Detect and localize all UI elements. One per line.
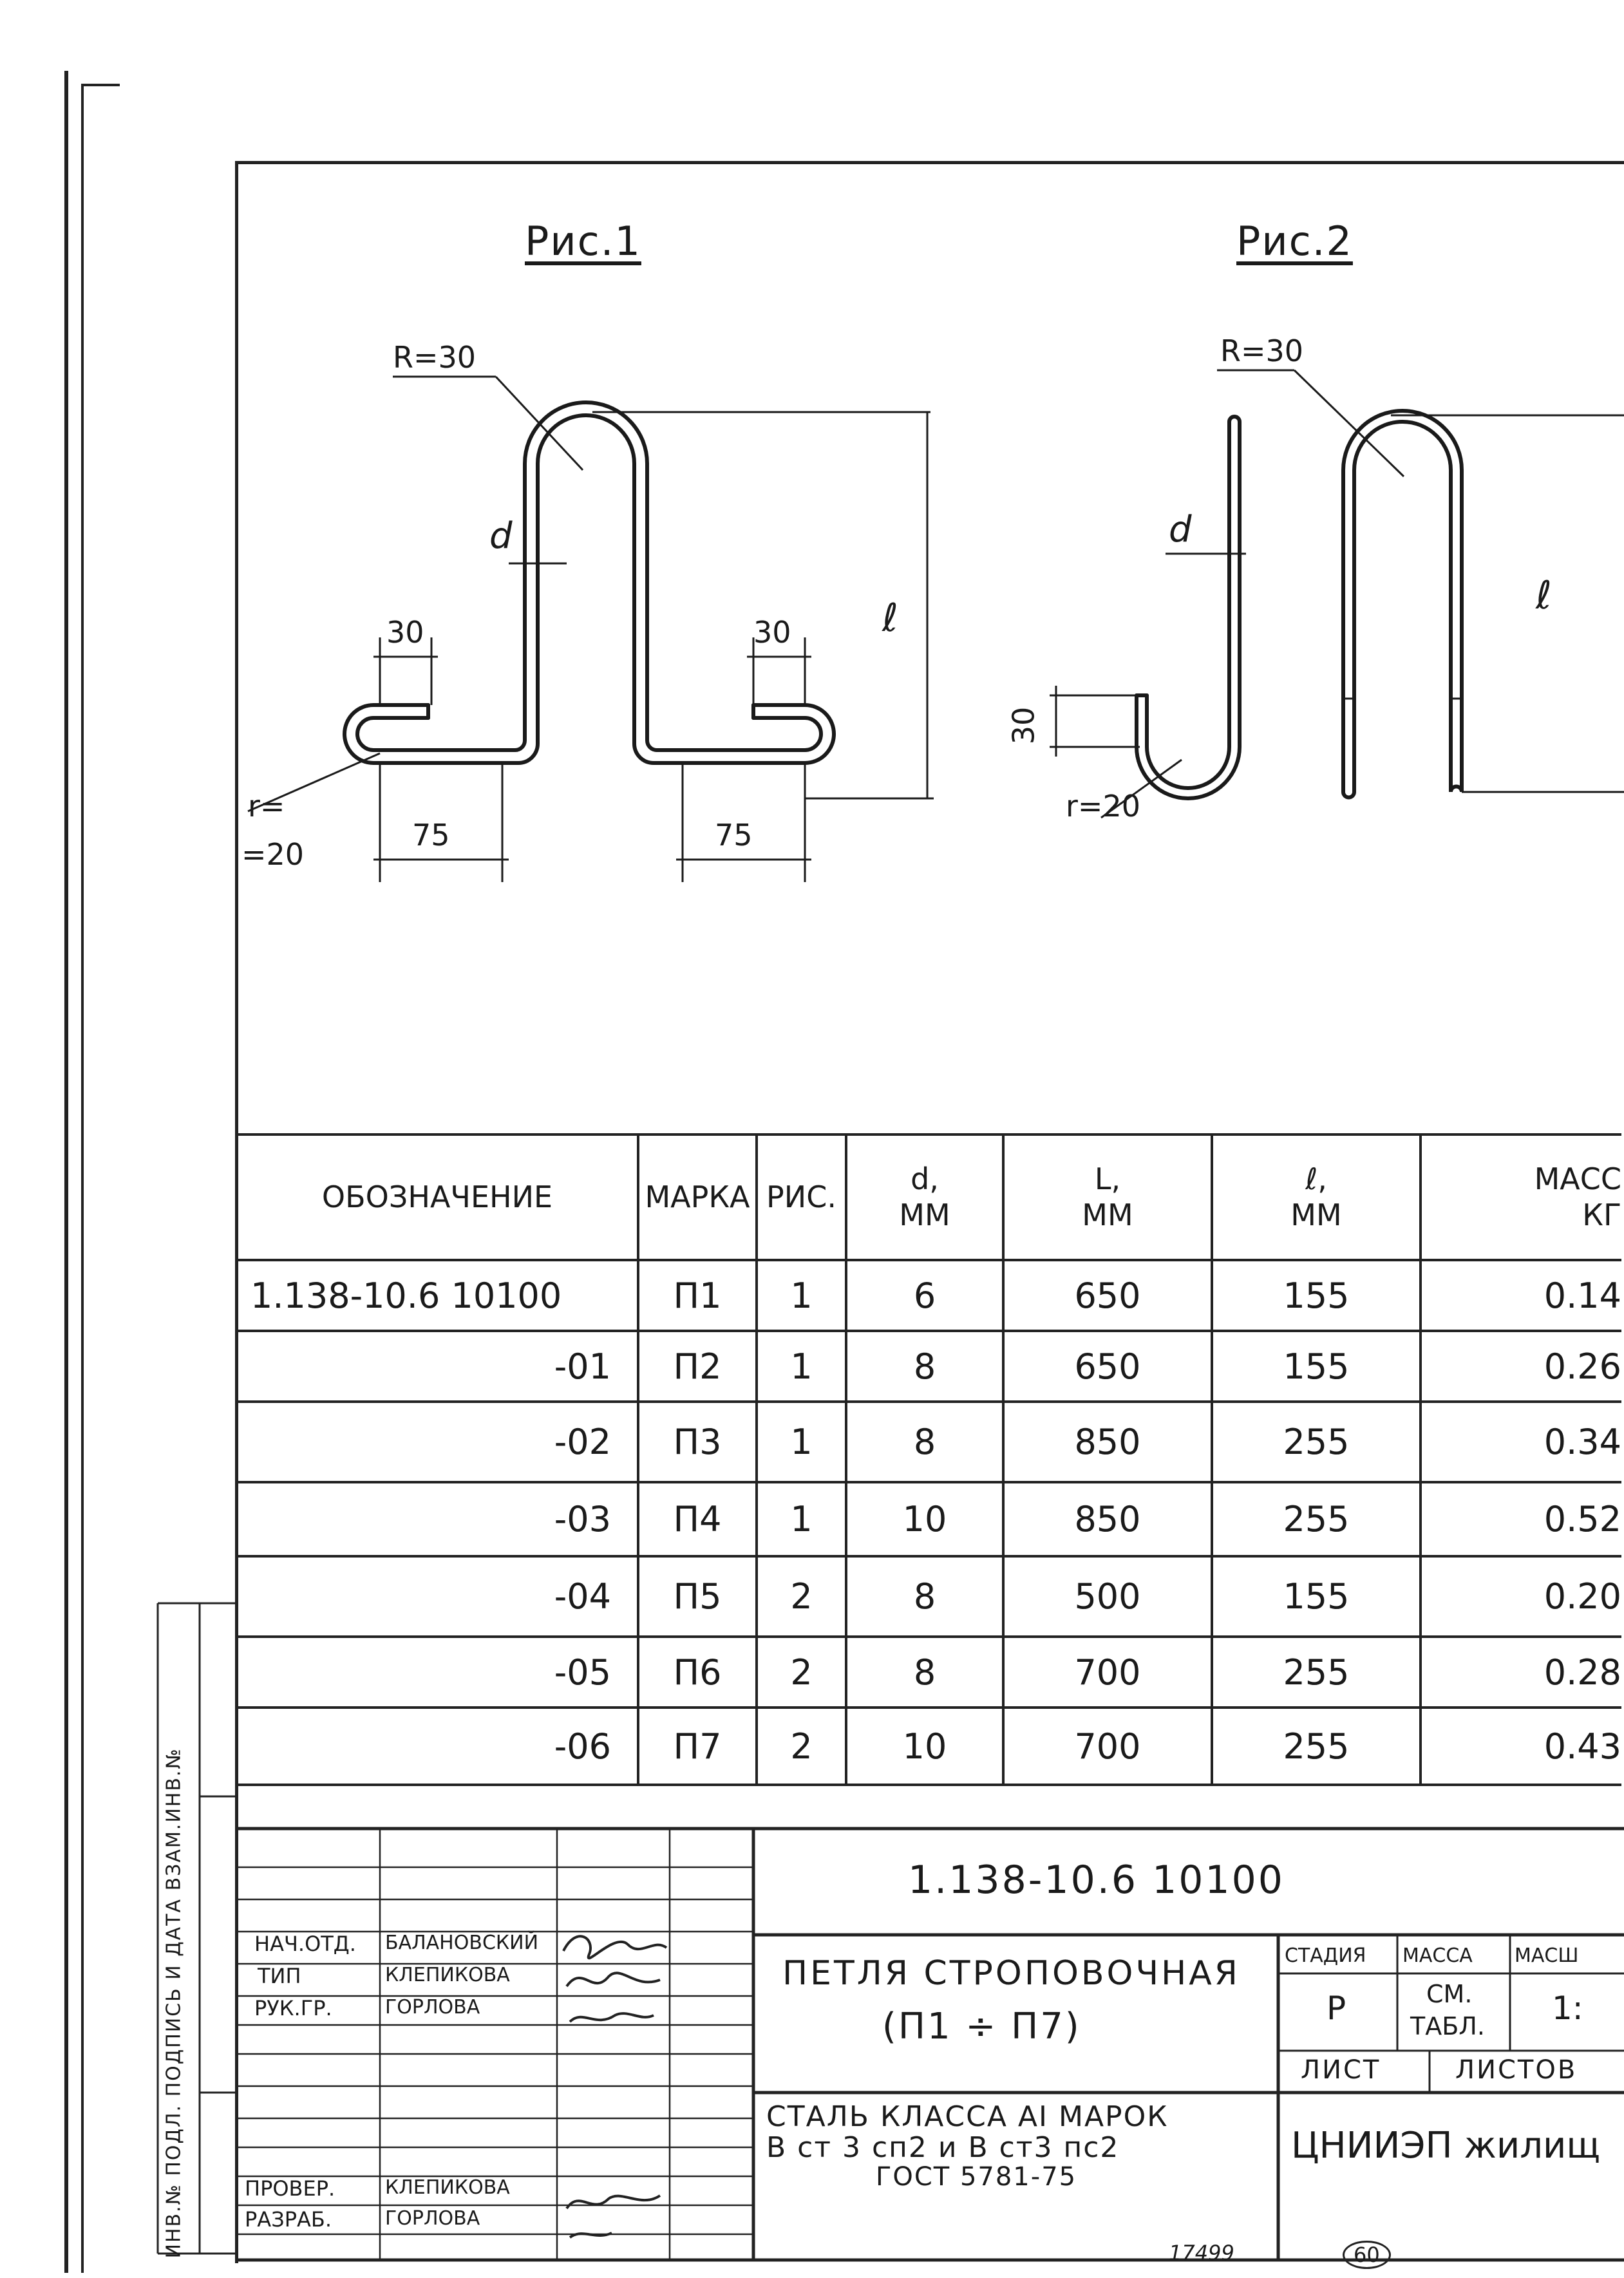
material-line2: В ст 3 сп2 и В ст3 пс2 (766, 2131, 1120, 2164)
cell-code: -05 (236, 1637, 638, 1708)
cell-l: 255 (1212, 1708, 1421, 1785)
sheet-label: ЛИСТ (1301, 2055, 1381, 2085)
cell-code: -01 (236, 1331, 638, 1402)
header-d: d, ММ (846, 1134, 1003, 1260)
fig2-title: Рис.2 (1236, 218, 1353, 265)
cell-d: 8 (846, 1331, 1003, 1402)
bottom-number: 17499 (1169, 2241, 1234, 2265)
cell-mark: П4 (638, 1482, 757, 1556)
cell-fig: 2 (757, 1637, 846, 1708)
signatures (557, 1925, 673, 2247)
cell-l: 255 (1212, 1637, 1421, 1708)
staff-role-3: РУК.ГР. (254, 1996, 332, 2020)
cell-mass: 0.28 (1421, 1637, 1621, 1708)
fig2-30-label: 30 (1006, 706, 1041, 745)
stage-label: СТАДИЯ (1285, 1944, 1366, 1967)
cell-d: 8 (846, 1556, 1003, 1637)
header-mark: МАРКА (638, 1134, 757, 1260)
header-l: ℓ, ММ (1212, 1134, 1421, 1260)
material-line1: СТАЛЬ КЛАССА АI МАРОК (766, 2100, 1169, 2133)
staff-name-5: ГОРЛОВА (385, 2207, 480, 2230)
cell-code: -04 (236, 1556, 638, 1637)
cell-d: 6 (846, 1260, 1003, 1331)
cell-fig: 1 (757, 1402, 846, 1482)
cell-fig: 1 (757, 1482, 846, 1556)
cell-L: 650 (1003, 1260, 1212, 1331)
cell-fig: 1 (757, 1260, 846, 1331)
cell-L: 700 (1003, 1637, 1212, 1708)
fig2-l-label: ℓ (1536, 573, 1552, 618)
fig2-d-label: d (1169, 509, 1192, 551)
doc-name-line1: ПЕТЛЯ СТРОПОВОЧНАЯ (782, 1954, 1240, 1993)
cell-l: 255 (1212, 1482, 1421, 1556)
sheets-label: ЛИСТОВ (1455, 2055, 1578, 2085)
mass-value-2: ТАБЛ. (1410, 2012, 1485, 2040)
fig1-30-left: 30 (386, 615, 424, 650)
cell-L: 650 (1003, 1331, 1212, 1402)
cell-code: -03 (236, 1482, 638, 1556)
cell-fig: 1 (757, 1331, 846, 1402)
fig1-R-label: R=30 (393, 340, 477, 375)
cell-d: 10 (846, 1482, 1003, 1556)
staff-name-4: КЛЕПИКОВА (385, 2176, 510, 2199)
fig1-75-right: 75 (715, 818, 753, 852)
cell-mark: П2 (638, 1331, 757, 1402)
cell-d: 8 (846, 1402, 1003, 1482)
side-stamp: ИНВ.№ ПОДЛ. ПОДПИСЬ И ДАТА ВЗАМ.ИНВ.№ (162, 1747, 185, 2259)
cell-d: 8 (846, 1637, 1003, 1708)
staff-role-2: ТИП (258, 1964, 301, 1988)
cell-L: 850 (1003, 1402, 1212, 1482)
header-designation: ОБОЗНАЧЕНИЕ (236, 1134, 638, 1260)
cell-l: 155 (1212, 1331, 1421, 1402)
fig1-r-label-a: r= (248, 789, 285, 824)
cell-mass: 0.14 (1421, 1260, 1621, 1331)
cell-mass: 0.20 (1421, 1556, 1621, 1637)
fig1-75-left: 75 (412, 818, 450, 852)
cell-code: 1.138-10.6 10100 (236, 1260, 638, 1331)
cell-fig: 2 (757, 1708, 846, 1785)
fig1-r-label-b: =20 (241, 837, 305, 872)
cell-code: -02 (236, 1402, 638, 1482)
cell-mark: П5 (638, 1556, 757, 1637)
staff-name-3: ГОРЛОВА (385, 1996, 480, 2019)
cell-mass: 0.26 (1421, 1331, 1621, 1402)
fig1-title: Рис.1 (525, 218, 641, 265)
doc-name-line2: (П1 ÷ П7) (882, 2006, 1081, 2047)
cell-L: 500 (1003, 1556, 1212, 1637)
cell-l: 155 (1212, 1556, 1421, 1637)
header-mass: МАСС КГ (1421, 1134, 1621, 1260)
cell-mark: П3 (638, 1402, 757, 1482)
cell-l: 255 (1212, 1402, 1421, 1482)
staff-role-4: ПРОВЕР. (245, 2176, 335, 2201)
fig1-30-right: 30 (753, 615, 791, 650)
material-line3: ГОСТ 5781-75 (876, 2162, 1077, 2192)
stage-value: Р (1327, 1990, 1346, 2027)
cell-l: 155 (1212, 1260, 1421, 1331)
doc-number: 1.138-10.6 10100 (908, 1858, 1285, 1903)
cell-mass: 0.52 (1421, 1482, 1621, 1556)
mass-label: МАССА (1402, 1944, 1473, 1967)
header-L: L, ММ (1003, 1134, 1212, 1260)
fig1-d-label: d (489, 515, 513, 557)
cell-mass: 0.43 (1421, 1708, 1621, 1785)
mass-value-1: СМ. (1426, 1980, 1473, 2008)
scale-value: 1: (1552, 1990, 1583, 2027)
staff-role-1: НАЧ.ОТД. (254, 1932, 356, 1956)
cell-L: 700 (1003, 1708, 1212, 1785)
cell-mark: П1 (638, 1260, 757, 1331)
cell-mark: П6 (638, 1637, 757, 1708)
cell-code: -06 (236, 1708, 638, 1785)
fig2-R-label: R=30 (1220, 334, 1304, 368)
staff-name-1: БАЛАНОВСКИЙ (385, 1932, 539, 1954)
cell-L: 850 (1003, 1482, 1212, 1556)
header-fig: РИС. (757, 1134, 846, 1260)
cell-mark: П7 (638, 1708, 757, 1785)
fig2-r-label: r=20 (1066, 789, 1140, 824)
scale-label: МАСШ (1515, 1944, 1579, 1967)
cell-d: 10 (846, 1708, 1003, 1785)
cell-fig: 2 (757, 1556, 846, 1637)
bottom-page: 60 (1343, 2241, 1391, 2269)
staff-role-5: РАЗРАБ. (245, 2207, 332, 2232)
fig1-l-label: ℓ (882, 596, 898, 641)
organization-name: ЦНИИЭП жилищ (1291, 2125, 1601, 2167)
staff-name-2: КЛЕПИКОВА (385, 1964, 510, 1986)
cell-mass: 0.34 (1421, 1402, 1621, 1482)
